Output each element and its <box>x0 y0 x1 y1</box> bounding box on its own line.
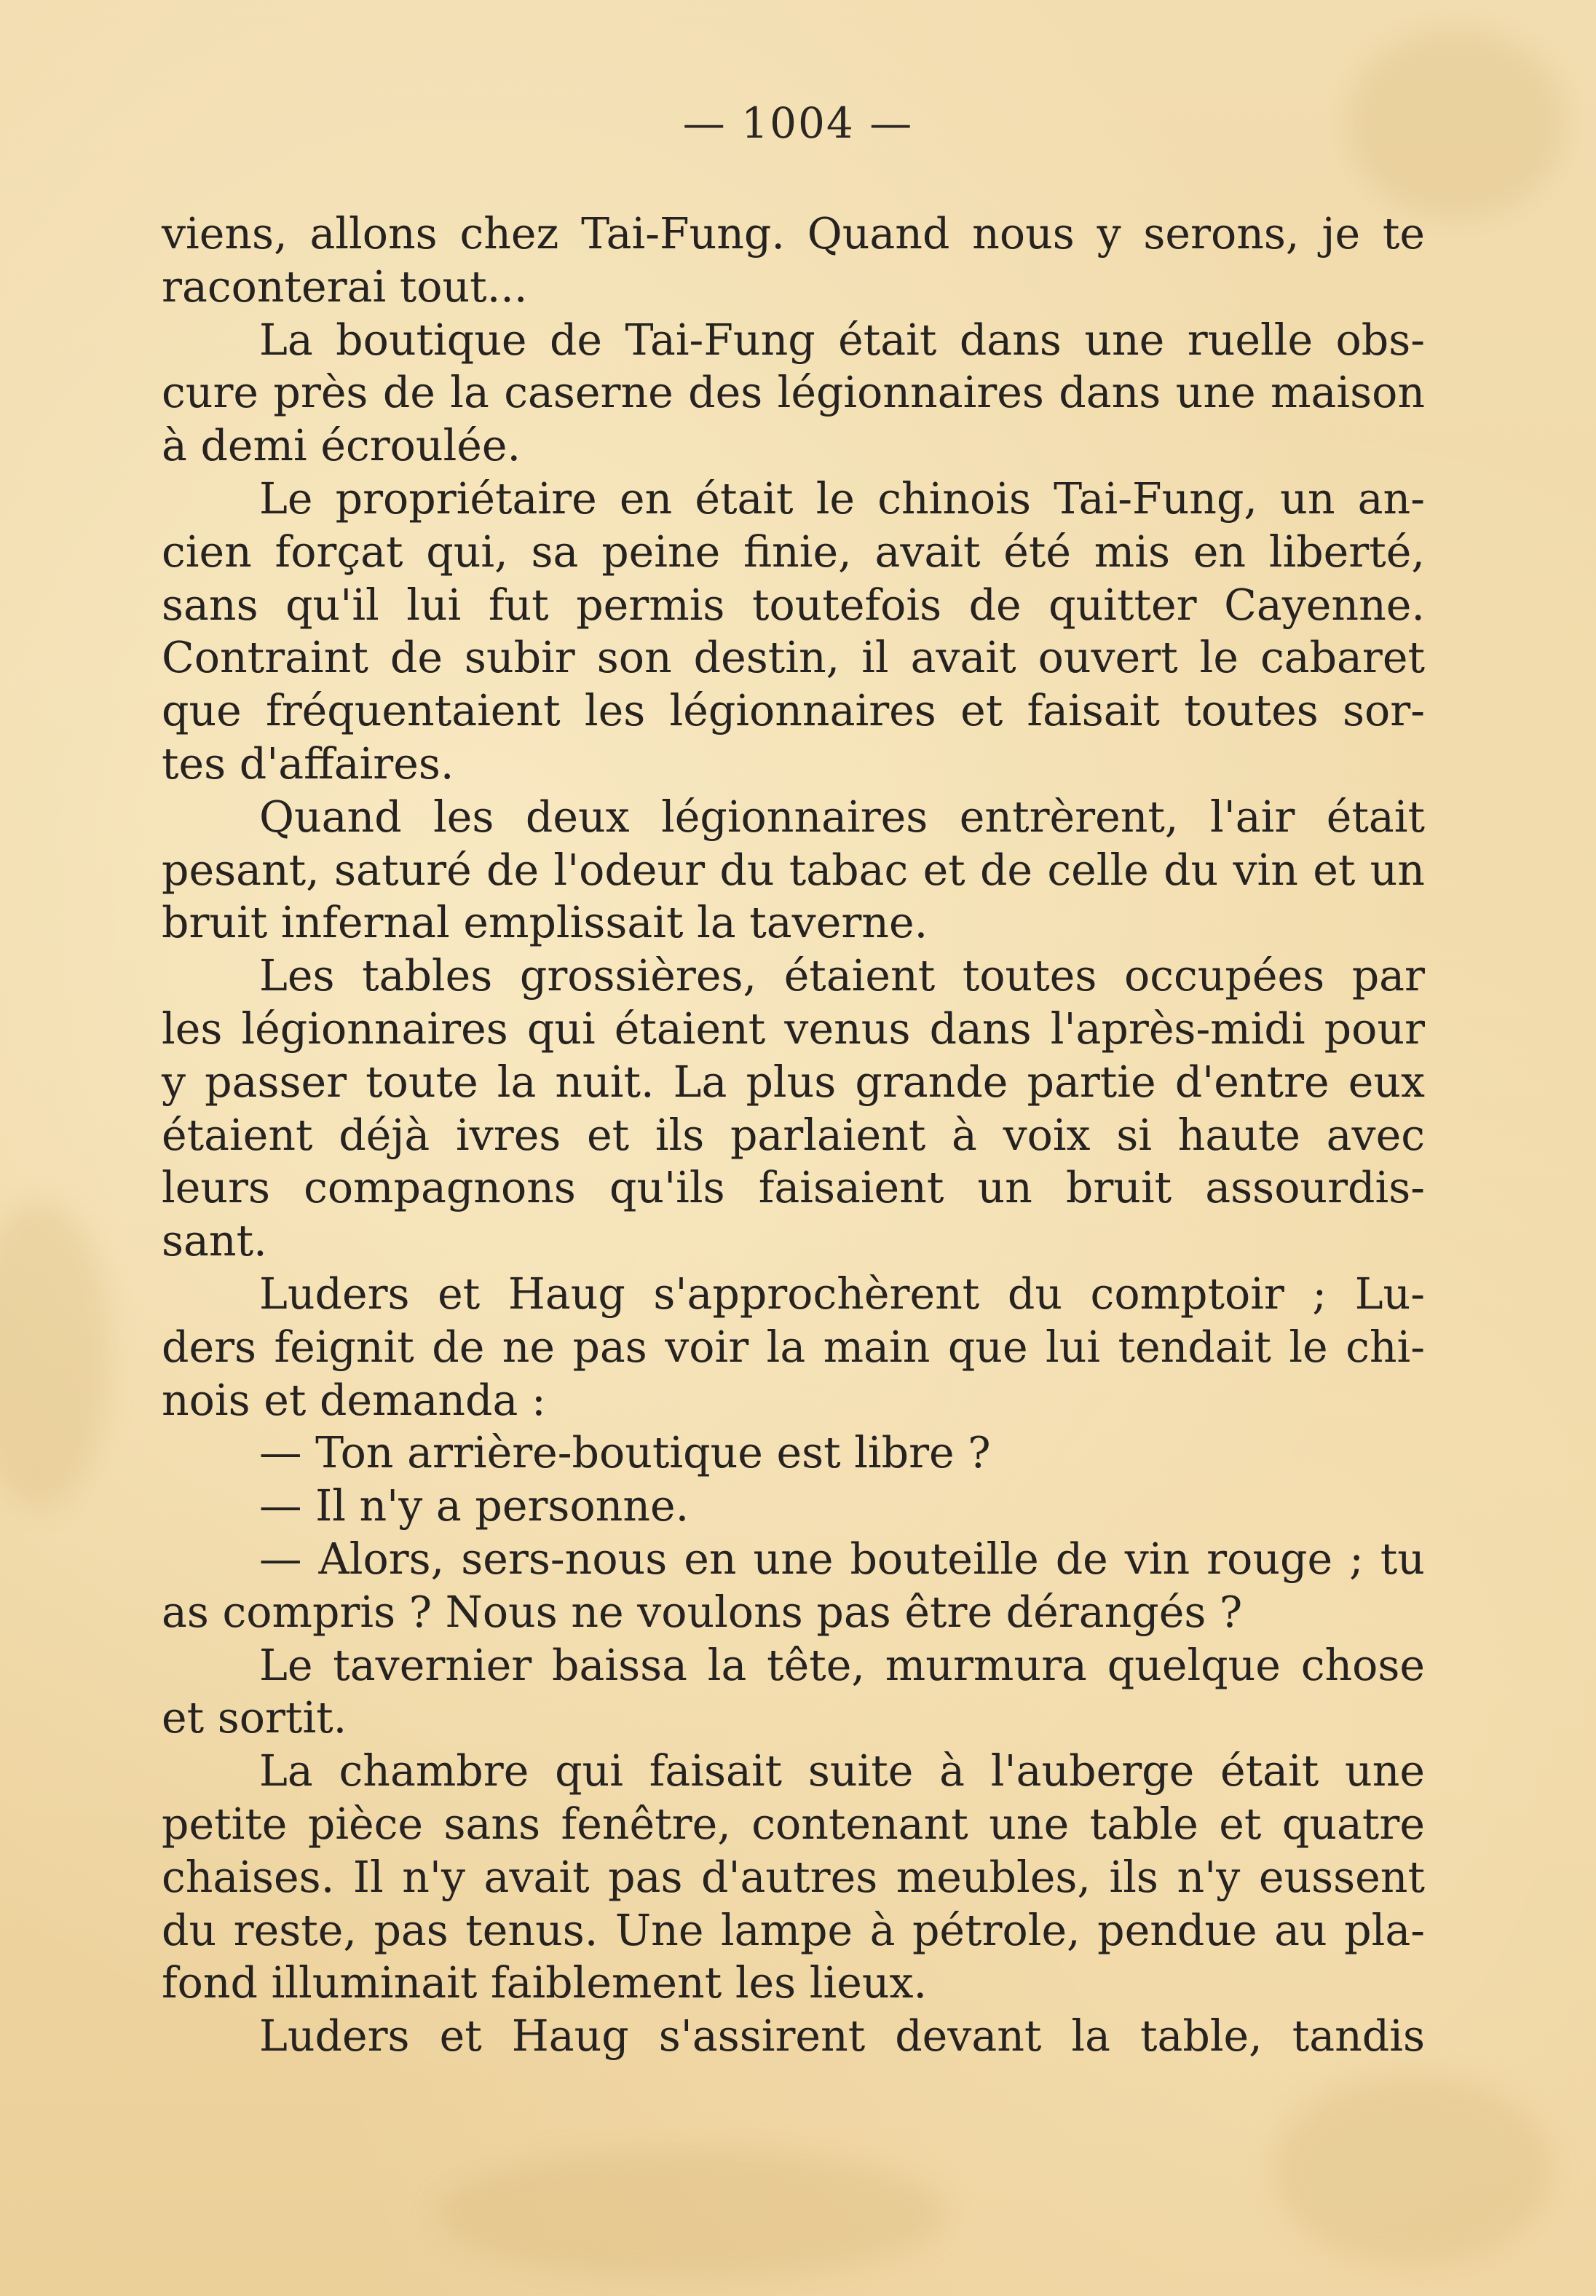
text-line: Le propriétaire en était le chinois Tai-Fung, un an- <box>259 473 1425 524</box>
text-line: — Il n'y a personne. <box>259 1481 690 1531</box>
text-line: et sortit. <box>162 1693 347 1743</box>
page-number: — 1004 — <box>682 98 914 148</box>
text-line: viens, allons chez Tai-Fung. Quand nous y serons, je te <box>162 209 1425 259</box>
text-line: fond illuminait faiblement les lieux. <box>162 1958 928 2008</box>
text-line: nois et demanda : <box>162 1375 546 1425</box>
text-line: Luders et Haug s'approchèrent du comptoir ; Lu- <box>259 1269 1425 1319</box>
text-line: chaises. Il n'y avait pas d'autres meubles, ils n'y eussent <box>162 1852 1425 1902</box>
text-line: que fréquentaient les légionnaires et faisait toutes sor- <box>162 686 1425 736</box>
text-line: cien forçat qui, sa peine finie, avait été mis en liberté, <box>162 526 1425 577</box>
text-line: bruit infernal emplissait la taverne. <box>162 898 928 948</box>
text-line: as compris ? Nous ne voulons pas être dérangés ? <box>162 1587 1243 1637</box>
text-line: à demi écroulée. <box>162 421 521 471</box>
text-line: sant. <box>162 1216 267 1266</box>
text-line: raconterai tout... <box>162 261 528 312</box>
text-line: y passer toute la nuit. La plus grande partie d'entre eux <box>162 1057 1425 1107</box>
text-line: La boutique de Tai-Fung était dans une ruelle obs- <box>259 315 1425 365</box>
text-line: La chambre qui faisait suite à l'auberge était une <box>259 1746 1425 1796</box>
text-line: Contraint de subir son destin, il avait ouvert le cabaret <box>162 633 1425 683</box>
text-line: Quand les deux légionnaires entrèrent, l'air était <box>259 792 1425 842</box>
text-line: sans qu'il lui fut permis toutefois de quitter Cayenne. <box>162 580 1425 630</box>
body-text <box>162 208 1425 2063</box>
text-line: petite pièce sans fenêtre, contenant une table et quatre <box>162 1799 1425 1849</box>
paper-stain <box>437 2148 947 2279</box>
text-line: — Ton arrière-boutique est libre ? <box>259 1428 991 1478</box>
text-line: pesant, saturé de l'odeur du tabac et de celle du vin et un <box>162 845 1425 895</box>
text-line: du reste, pas tenus. Une lampe à pétrole, pendue au pla- <box>162 1905 1425 1955</box>
text-line: Les tables grossières, étaient toutes occupées par <box>259 951 1425 1001</box>
text-line: ders feignit de ne pas voir la main que lui tendait le chi- <box>162 1322 1425 1372</box>
text-line: cure près de la caserne des légionnaires dans une maison <box>162 368 1425 418</box>
paper-stain <box>0 1202 109 1507</box>
text-line: les légionnaires qui étaient venus dans l'après-midi pour <box>162 1003 1425 1054</box>
text-line: Le tavernier baissa la tête, murmura quelque chose <box>259 1640 1425 1690</box>
text-line: Luders et Haug s'assirent devant la table, tandis <box>259 2011 1425 2062</box>
paper-stain <box>1274 2075 1551 2265</box>
text-line: étaient déjà ivres et ils parlaient à voix si haute avec <box>162 1110 1425 1160</box>
text-line: — Alors, sers-nous en une bouteille de vin rouge ; tu <box>259 1534 1425 1584</box>
text-line: tes d'affaires. <box>162 738 454 789</box>
text-line: leurs compagnons qu'ils faisaient un bruit assourdis- <box>162 1163 1425 1213</box>
